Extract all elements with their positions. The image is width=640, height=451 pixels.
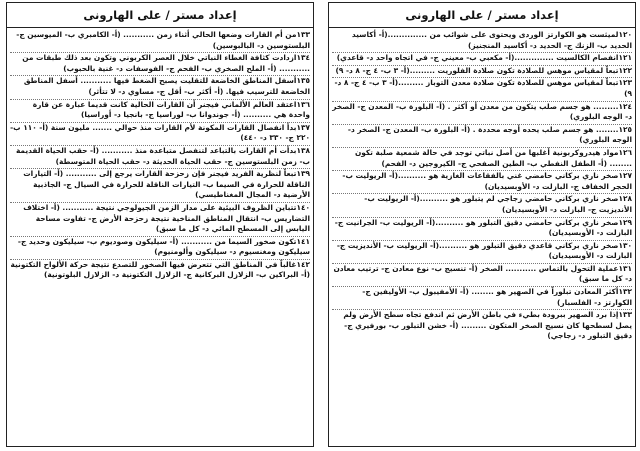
- question-item: ١٣٢أكثر المعادن تبلوراً في الصهير هو ........ (أ- الأمفيبول ب- الأوليفين ج- الكوارتز د- الفلسبار): [332, 287, 632, 310]
- left-question-column: [6, 2, 314, 447]
- question-item: ١٣٥أسفل المناطق الخاضعة للتقليت يصبح الضغط فيها ........... أسفل المناطق الخاضعة للترسيب فيها. (أ- أكثر ب- أقل ج- مساوي د- لا تتأثر): [10, 76, 310, 99]
- question-item: ١٣٣من أم القارات وضعها الحالي أثناء زمن ........... (أ- الكامبري ب- الميوسين ج- البلستوسين د- البالبوسين): [10, 30, 310, 53]
- question-item: ١٣٠صخر ناري بركاني قاعدي دقيق التبلور هو ..........(أ- الريوليت ب- الأنديزيت ج- البازلت د- الأوبسيديان): [332, 241, 632, 264]
- right-question-list: [329, 28, 635, 343]
- question-item: ١٢١انفصام الكالسيت ..............(أ- مكعبي ب- معيني ج- في اتجاه واحد د- قاعدي): [332, 53, 632, 66]
- question-item: ١٢٠لميثست هو الكوارتز الوردى ويحتوى على شوائب من ..............(أ- أكاسيد الحديد ب- الزنك ج- الحديد د- أكاسيد المنجنيز): [332, 30, 632, 53]
- question-item: ١٢٨صخر ناري بركاني حامضي زجاجي لم يتبلور هو ..........(أ- الريوليت ب- الأنديزيت ج- البازلت د- الأوبسيديان): [332, 194, 632, 217]
- question-item: ١٣٩تبعاً لنظرية الفريد فيجنر فإن زحزحة القارات يرجع إلى ........... (أ- التيارات الناقلة للحرارة في السيما ب- التيارات الناقلة للحرارة في السيال ج- الجاذبية الأرضية د- المجال المغناطيسي): [10, 169, 310, 203]
- question-item: ١٣٤ازدادت كثافة الغطاء النباتي خلال العصر الكربوني وتكون بعد ذلك طبقات من ........... (أ- الملح الصخري ب- الفحم ج- الفوسفات د- غنية بالحبوب): [10, 53, 310, 76]
- question-item: ١٣١عملية التحول بالتماس ........... الصخر (أ- تنسيج ب- نوع معادن ج- ترتيب معادن د- كل ما سبق): [332, 264, 632, 287]
- question-item: ١٤٠تتباين الظروف البيئية على مدار الزمن الجيولوجي نتيجة ........... (أ- اختلاف التضاريس ب- انتقال المناطق المناخية نتيجة زحزحة الأرض ج- تفاوت مساحة اليابس إلى المسطح المائي د- كل ما سبق): [10, 203, 310, 237]
- question-item: ١٢٤......... هو جسم صلب يتكون من معدن أو أكثر . (أ- البلورة ب- المعدن ج- الصخر د- الوجه البلوري): [332, 102, 632, 125]
- question-item: ١٢٩صخر ناري بركاني حامضي دقيق التبلور هو ..........(أ- الريوليت ب- الجرانيت ج- البازلت د- الأوبسيديان): [332, 218, 632, 241]
- question-item: ١٣٣إذا برد الصهير ببرودة بطيء في باطن الأرض ثم اندفع تجاه سطح الأرض ولم يصل لسطحها كان نسيج الصخر المتكون ......... (أ- خشن التبلور ب- بورفيري ج- دقيق التبلور د- زجاجي): [343, 310, 632, 341]
- question-item: ١٣٧بدأ انفصال القارات المكونة لأم القارات منذ حوالي ....... مليون سنة (أ- ١١٠ ب- ٢٢٠ ج- ٣٣٠ د- ٤٤٠): [10, 123, 310, 146]
- question-item: ١٣٦اعتقد العالم الألماني فيجنر أن القارات الحالية كانت قديما عبارة عن قارة واحدة هي .......... (أ- جوندوانا ب- لوراسيا ج- بانجيا د- أوراسيا): [10, 100, 310, 123]
- question-item: ١٢٧صخر ناري بركاني حامضي غني بالفقاعات الغازية هو ..........(أ- الريوليت ب- الحجر الخفاف ج- البازلت د- الأوبسيديان): [332, 171, 632, 194]
- left-column-header: إعداد مستر / على الهارونى: [7, 3, 313, 28]
- right-question-column: [328, 2, 636, 447]
- right-column-header: إعداد مستر / على الهارونى: [329, 3, 635, 28]
- question-item: ١٢٣تبعاً لمقياس موهس للصلادة تكون صلادة معدن التوباز .........(أ- ٣ ب- ٤ ج- ٨ د- ٩): [332, 78, 632, 101]
- left-question-list: [7, 28, 313, 282]
- question-item: ١٢٥........ هو جسم صلب يحده أوجه محددة . (أ- البلورة ب- المعدن ج- الصخر د- الوجه البلوري): [332, 125, 632, 148]
- question-item: ١٤١تكون صخور السيما من ........... (أ- سيليكون وصوديوم ب- سيليكون وحديد ج- سيليكون ومغنسيوم د- سيليكون وألومنيوم): [10, 237, 310, 260]
- question-item: ١٤٢غالباً في المناطق التي تتعرض فيها الصخور للتصدع نتيجة حركة الألواح التكتونية (أ- البراكين ب- الزلازل البركانية ج- الزلازل التكتونية د- الزلازل البلوتونية): [10, 259, 310, 280]
- question-item: ١٢٦مواد هيدروكربونية أغلبها من أصل نباتي توجد في حالة شمعية صلبة تكون ........ (أ- الطفل النفطي ب- الطين الصفحي ج- الكيروجين د- الفحم): [332, 148, 632, 171]
- question-item: ١٣٨بدأت أم القارات بالتباعد لتنفصل متباعدة منذ ........... (أ- حقب الحياة القديمة ب- زمن البلستوسين ج- حقب الحياة الحديثة د- حقب الحياة المتوسطة): [10, 146, 310, 169]
- question-item: ١٢٢تبعاً لمقياس موهس للصلادة تكون صلادة الفلوريت .........(أ- ٣ ب- ٤ ج- ٨ د- ٩): [332, 66, 632, 79]
